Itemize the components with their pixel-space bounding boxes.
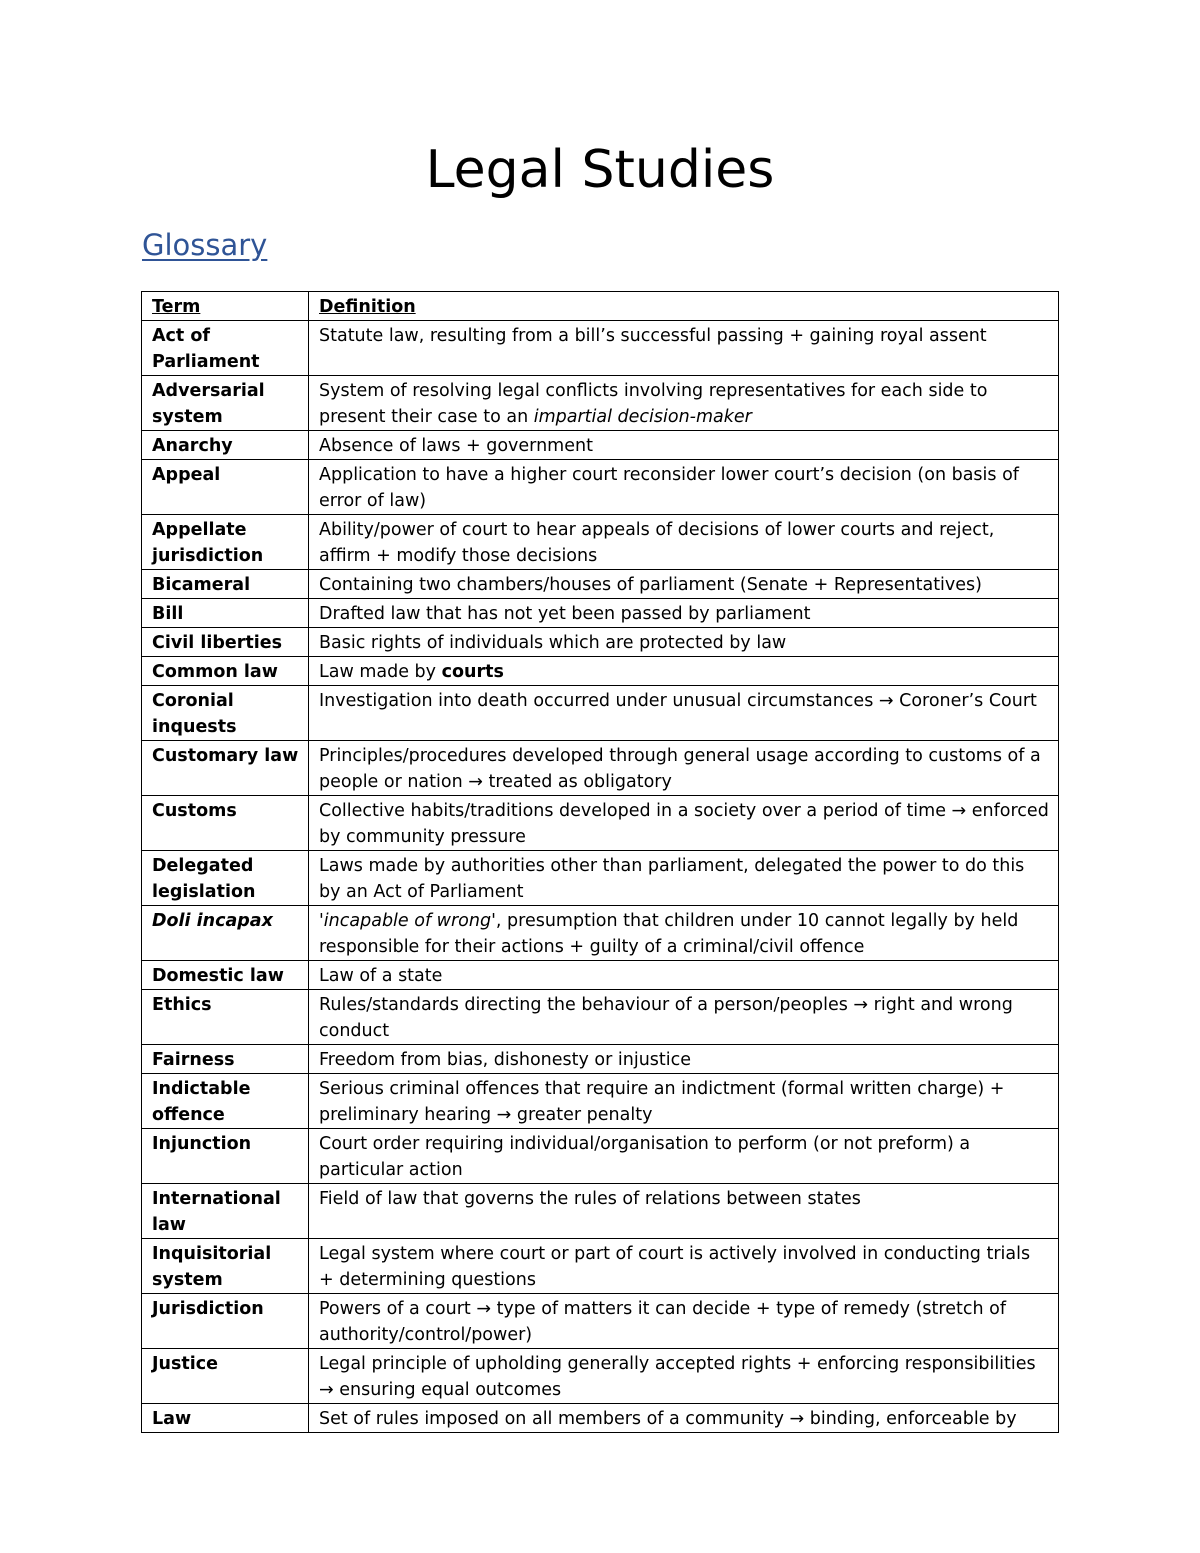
table-row: [142, 990, 1059, 1045]
glossary-term: Ethics: [142, 990, 309, 1045]
glossary-term: Jurisdiction: [142, 1294, 309, 1349]
glossary-term: Bicameral: [142, 570, 309, 599]
table-row: [142, 1294, 1059, 1349]
table-header-row: [142, 292, 1059, 321]
definition-text: Laws made by authorities other than parliament, delegated the power to do this by an Act of Parliament: [319, 856, 1025, 902]
definition-text: Ability/power of court to hear appeals of decisions of lower courts and reject, affirm + modify those decisions: [319, 520, 995, 566]
table-row: [142, 628, 1059, 657]
definition-text: Legal system where court or part of court is actively involved in conducting trials + determining questions: [319, 1244, 1031, 1290]
definition-text: Statute law, resulting from a bill’s successful passing + gaining royal assent: [319, 326, 987, 346]
glossary-definition: [309, 686, 1059, 741]
definition-text: 'incapable of wrong': [319, 911, 496, 931]
table-row: [142, 570, 1059, 599]
glossary-term: Adversarial system: [142, 376, 309, 431]
table-row: [142, 460, 1059, 515]
glossary-definition: [309, 851, 1059, 906]
glossary-term: Law: [142, 1404, 309, 1433]
glossary-definition: [309, 1239, 1059, 1294]
definition-text: Drafted law that has not yet been passed by parliament: [319, 604, 811, 624]
glossary-term: Common law: [142, 657, 309, 686]
table-row: [142, 1239, 1059, 1294]
glossary-term: Injunction: [142, 1129, 309, 1184]
glossary-term: Coronial inquests: [142, 686, 309, 741]
table-row: [142, 1404, 1059, 1433]
section-heading-glossary: Glossary: [142, 228, 268, 262]
glossary-table: [141, 291, 1059, 1433]
definition-text: Law made by: [319, 662, 442, 682]
glossary-definition: [309, 796, 1059, 851]
table-row: [142, 1074, 1059, 1129]
glossary-term: Domestic law: [142, 961, 309, 990]
header-term: Term: [142, 292, 309, 321]
definition-text: , presumption that children under 10 cannot legally by held responsible for their actions + guilty of a criminal/civil offence: [319, 911, 1019, 957]
glossary-term: Inquisitorial system: [142, 1239, 309, 1294]
table-row: [142, 431, 1059, 460]
table-row: [142, 1129, 1059, 1184]
glossary-term: Anarchy: [142, 431, 309, 460]
glossary-term: Act of Parliament: [142, 321, 309, 376]
table-row: [142, 1184, 1059, 1239]
definition-text: Principles/procedures developed through general usage according to customs of a people or nation → treated as obligatory: [319, 746, 1041, 792]
glossary-definition: [309, 1184, 1059, 1239]
table-row: [142, 599, 1059, 628]
definition-text: Legal principle of upholding generally accepted rights + enforcing responsibilities → ensuring equal outcomes: [319, 1354, 1036, 1400]
glossary-term: Doli incapax: [142, 906, 309, 961]
definition-text: Law of a state: [319, 966, 443, 986]
glossary-definition: [309, 1349, 1059, 1404]
glossary-definition: [309, 741, 1059, 796]
glossary-definition: [309, 1045, 1059, 1074]
glossary-definition: [309, 628, 1059, 657]
glossary-term: Fairness: [142, 1045, 309, 1074]
header-definition: Definition: [309, 292, 1059, 321]
table-row: [142, 515, 1059, 570]
glossary-definition: [309, 1294, 1059, 1349]
glossary-definition: [309, 990, 1059, 1045]
definition-text: Field of law that governs the rules of relations between states: [319, 1189, 861, 1209]
glossary-term: Indictable offence: [142, 1074, 309, 1129]
definition-text: courts: [441, 662, 504, 682]
glossary-definition: [309, 1074, 1059, 1129]
glossary-term: Appeal: [142, 460, 309, 515]
glossary-term: Civil liberties: [142, 628, 309, 657]
table-row: [142, 851, 1059, 906]
table-row: [142, 906, 1059, 961]
table-row: [142, 1045, 1059, 1074]
definition-text: Basic rights of individuals which are protected by law: [319, 633, 787, 653]
glossary-definition: [309, 1404, 1059, 1433]
glossary-definition: [309, 515, 1059, 570]
glossary-term: Justice: [142, 1349, 309, 1404]
glossary-term: Bill: [142, 599, 309, 628]
glossary-definition: [309, 1129, 1059, 1184]
glossary-definition: [309, 961, 1059, 990]
definition-text: Powers of a court → type of matters it can decide + type of remedy (stretch of authority/control/power): [319, 1299, 1006, 1345]
definition-text: Rules/standards directing the behaviour of a person/peoples → right and wrong conduct: [319, 995, 1013, 1041]
glossary-definition: [309, 460, 1059, 515]
definition-text: Freedom from bias, dishonesty or injustice: [319, 1050, 692, 1070]
glossary-term: Customary law: [142, 741, 309, 796]
glossary-term: Appellate jurisdiction: [142, 515, 309, 570]
glossary-term: International law: [142, 1184, 309, 1239]
glossary-definition: [309, 376, 1059, 431]
glossary-term: Customs: [142, 796, 309, 851]
definition-text: Court order requiring individual/organisation to perform (or not preform) a particular action: [319, 1134, 971, 1180]
glossary-definition: [309, 321, 1059, 376]
table-row: [142, 796, 1059, 851]
glossary-definition: [309, 570, 1059, 599]
table-row: [142, 657, 1059, 686]
glossary-table-body: [142, 292, 1059, 1433]
table-row: [142, 686, 1059, 741]
table-row: [142, 741, 1059, 796]
table-row: [142, 376, 1059, 431]
definition-text: Investigation into death occurred under unusual circumstances → Coroner’s Court: [319, 691, 1037, 711]
glossary-definition: [309, 906, 1059, 961]
definition-text: System of resolving legal conflicts involving representatives for each side to present their case to an: [319, 381, 988, 427]
definition-text: Serious criminal offences that require an indictment (formal written charge) + preliminary hearing → greater penalty: [319, 1079, 1005, 1125]
table-row: [142, 321, 1059, 376]
document-title: Legal Studies: [425, 140, 775, 200]
definition-text: Application to have a higher court reconsider lower court’s decision (on basis of error of law): [319, 465, 1019, 511]
glossary-definition: [309, 657, 1059, 686]
definition-text: Absence of laws + government: [319, 436, 593, 456]
definition-text: Containing two chambers/houses of parliament (Senate + Representatives): [319, 575, 982, 595]
glossary-definition: [309, 431, 1059, 460]
definition-text: Set of rules imposed on all members of a community → binding, enforceable by: [319, 1409, 1017, 1429]
glossary-definition: [309, 599, 1059, 628]
table-row: [142, 1349, 1059, 1404]
table-row: [142, 961, 1059, 990]
glossary-term: Delegated legislation: [142, 851, 309, 906]
definition-text: impartial decision-maker: [533, 407, 752, 427]
definition-text: Collective habits/traditions developed in a society over a period of time → enforced by community pressure: [319, 801, 1049, 847]
